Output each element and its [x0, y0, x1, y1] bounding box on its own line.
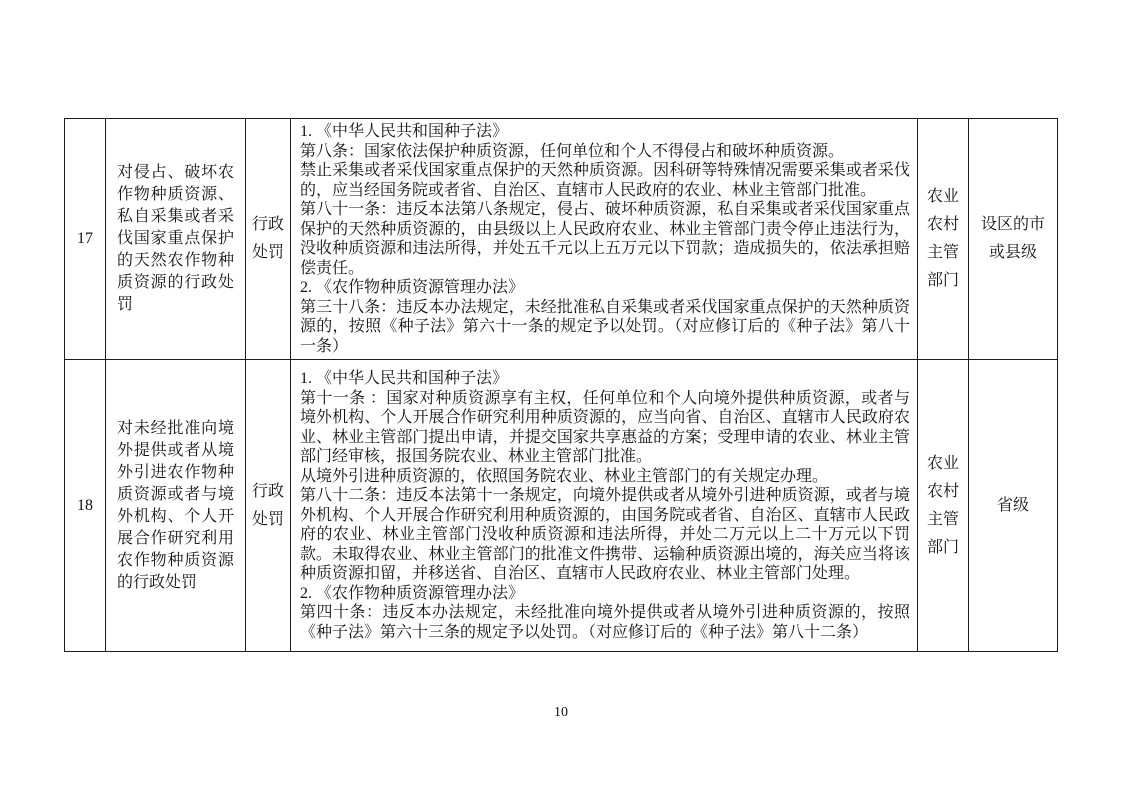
- legal-paragraph: 第四十条：违反本办法规定，未经批准向境外提供或者从境外引进种质资源的，按照《种子法》第六十三条的规定予以处罚。（对应修订后的《种子法》第八十二条）: [300, 604, 910, 641]
- legal-paragraph: 第八十二条：违反本法第十一条规定，向境外提供或者从境外引进种质资源，或者与境外机构、个人开展合作研究利用种质资源的，由国务院或者省、自治区、直辖市人民政府的农业、林业主管部门没收种质资源和违法所得，并处二万元以上二十万元以下罚款。未取得农业、林业主管部门的批准文件携带、运输种质资源出境的，海关应当将该种质资源扣留，并移送省、自治区、直辖市人民政府农业、林业主管部门处理。: [300, 487, 910, 582]
- legal-paragraph: 禁止采集或者采伐国家重点保护的天然种质资源。因科研等特殊情况需要采集或者采伐的，应当经国务院或者省、自治区、直辖市人民政府的农业、林业主管部门批准。: [300, 162, 910, 199]
- legal-basis-cell: [291, 119, 918, 360]
- legal-paragraph: 第八十一条：违反本法第八条规定，侵占、破坏种质资源，私自采集或者采伐国家重点保护的天然种质资源的，由县级以上人民政府农业、林业主管部门责令停止违法行为，没收种质资源和违法所得，并处五千元以上五万元以下罚款；造成损失的，依法承担赔偿责任。: [300, 201, 910, 277]
- legal-paragraph: 1. 《中华人民共和国种子法》: [300, 123, 509, 140]
- department-cell: 农业农村主管部门: [918, 360, 969, 652]
- legal-paragraph: 第八条：国家依法保护种质资源，任何单位和个人不得侵占和破坏种质资源。: [300, 142, 845, 160]
- penalty-type-cell: 行政处罚: [246, 360, 291, 652]
- administrative-penalty-table: [64, 118, 1058, 652]
- row-number-cell: 17: [65, 119, 106, 360]
- legal-paragraph: 第三十八条：违反本办法规定，未经批准私自采集或者采伐国家重点保护的天然种质资源的，按照《种子法》第六十一条的规定予以处罚。（对应修订后的《种子法》第八十一条）: [300, 298, 910, 355]
- table-row: [65, 360, 1058, 652]
- level-cell: 设区的市或县级: [969, 119, 1058, 360]
- legal-paragraph: 2. 《农作物种质资源管理办法》: [300, 279, 525, 296]
- legal-paragraph: 1. 《中华人民共和国种子法》: [300, 370, 509, 387]
- legal-paragraph: 第十一条 ：国家对种质资源享有主权，任何单位和个人向境外提供种质资源，或者与境外机构、个人开展合作研究利用种质资源的，应当向省、自治区、直辖市人民政府农业、林业主管部门提出申请，并提交国家共享惠益的方案；受理申请的农业、林业主管部门经审核，报国务院农业、林业主管部门批准。: [300, 389, 910, 465]
- level-cell: 省级: [969, 360, 1058, 652]
- matter-cell: 对侵占、破坏农作物种质资源、私自采集或者采伐国家重点保护的天然农作物种质资源的行政处罚: [106, 119, 246, 360]
- legal-basis-cell: [291, 360, 918, 652]
- legal-paragraph: 2. 《农作物种质资源管理办法》: [300, 584, 525, 602]
- table-row: [65, 119, 1058, 360]
- penalty-type-cell: 行政处罚: [246, 119, 291, 360]
- department-cell: 农业农村主管部门: [918, 119, 969, 360]
- row-number-cell: 18: [65, 360, 106, 652]
- page-number: 10: [554, 705, 568, 720]
- matter-cell: 对未经批准向境外提供或者从境外引进农作物种质资源或者与境外机构、个人开展合作研究利用农作物种质资源的行政处罚: [106, 360, 246, 652]
- legal-paragraph: 从境外引进种质资源的，依照国务院农业、林业主管部门的有关规定办理。: [300, 467, 829, 485]
